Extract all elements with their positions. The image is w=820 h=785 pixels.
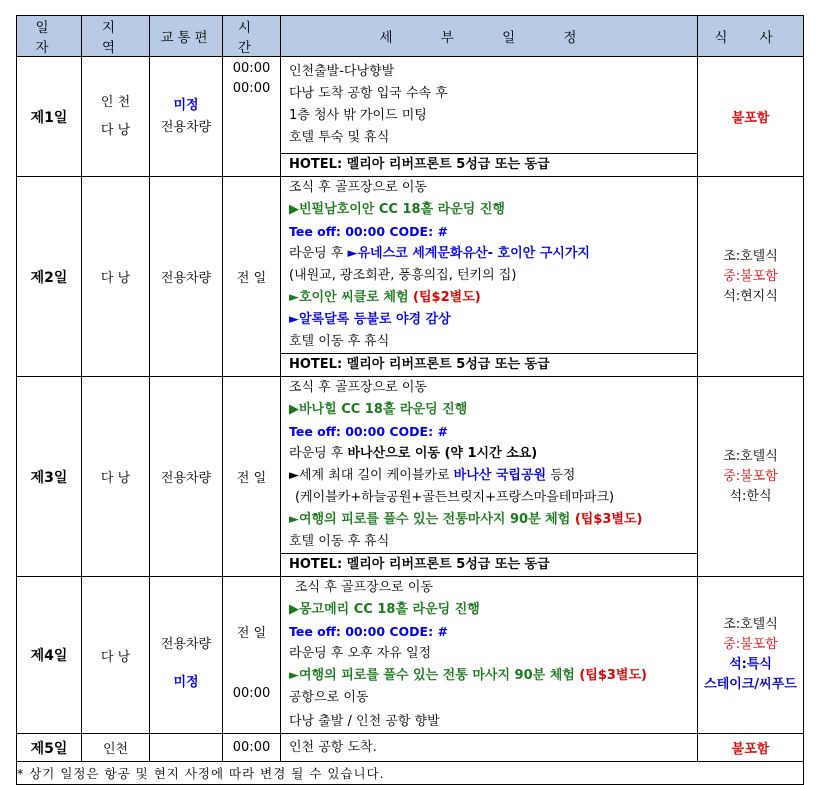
tee-off-line: Tee off: 00:00 CODE: # (289, 624, 448, 639)
header-time: 시 간 (223, 16, 281, 57)
transport-vehicle: 전용차량 (160, 637, 212, 652)
time-cell: 00:00 (223, 734, 281, 762)
schedule-line: 공항으로 이동 (289, 690, 369, 705)
schedule-line (281, 465, 697, 487)
day2-row (17, 177, 804, 377)
golf-round-line: ▶빈펄남호이안 CC 18홀 라운딩 진행 (289, 202, 505, 217)
schedule-line (281, 243, 697, 265)
region-cell (82, 57, 150, 177)
schedule-line (281, 665, 697, 687)
line-prefix: ►세계 최대 길이 케이블카로 (289, 468, 454, 483)
region-cell: 다 낭 (82, 177, 150, 377)
schedule-cell (281, 57, 698, 177)
meal-cell (698, 177, 804, 377)
transport-cell (150, 577, 223, 734)
departure-time: 00:00 (232, 61, 271, 76)
transport-tbd: 미정 (173, 97, 199, 113)
schedule-line: 인천출발-다낭향발 (289, 64, 395, 79)
tip-note: (팁$2별도) (413, 290, 481, 305)
schedule-line: 조식 후 골프장으로 이동 (289, 380, 427, 395)
schedule-line (281, 287, 697, 309)
meal-dinner: 석:특식 (729, 657, 772, 672)
transport-cell: 전용차량 (150, 377, 223, 577)
schedule-cell (281, 577, 698, 734)
golf-round-line: ▶바나힐 CC 18홀 라운딩 진행 (289, 402, 468, 417)
meal-lunch: 중:불포함 (723, 268, 778, 284)
schedule-line: 인천 공항 도착. (289, 739, 377, 755)
tee-off-line: Tee off: 00:00 CODE: # (289, 424, 448, 439)
region-origin: 인 천 (100, 94, 131, 110)
meal-cell (698, 577, 804, 734)
day-label: 제1일 (17, 57, 82, 177)
schedule-cell (281, 177, 698, 377)
schedule-line: 호텔 이동 후 휴식 (289, 534, 390, 549)
golf-round-line: ▶몽고메리 CC 18홀 라운딩 진행 (289, 602, 480, 617)
line-suffix: 등정 (546, 468, 576, 483)
unesco-site: ►유네스코 세계문화유산- 호이안 구시가지 (347, 246, 590, 261)
region-cell: 인천 (82, 734, 150, 762)
schedule-cell (281, 734, 698, 762)
header-transport: 교통편 (150, 16, 223, 57)
meal-breakfast: 조:호텔식 (723, 617, 778, 632)
time-all-day: 전 일 (236, 626, 267, 641)
schedule-line (281, 443, 697, 465)
day3-row (17, 377, 804, 577)
schedule-line: 호텔 이동 후 휴식 (289, 334, 390, 349)
region-cell: 다 낭 (82, 377, 150, 577)
day1-row (17, 57, 804, 177)
header-row (17, 16, 804, 57)
itinerary-table (16, 15, 804, 785)
header-meal: 식 사 (698, 16, 804, 57)
hotel-line: HOTEL: 멜리아 리버프론트 5성급 또는 동급 (281, 553, 697, 576)
schedule-line (281, 509, 697, 531)
schedule-line: (케이블카+하늘공원+골든브릿지+프랑스마을테마파크) (295, 490, 615, 505)
region-cell: 다 낭 (82, 577, 150, 734)
meal-cell: 불포함 (698, 734, 804, 762)
transport-cell: 전용차량 (150, 177, 223, 377)
day-label: 제5일 (17, 734, 82, 762)
arrival-time: 00:00 (232, 81, 271, 96)
day4-row (17, 577, 804, 734)
meal-dinner-detail: 스테이크/씨푸드 (704, 677, 797, 692)
departure-time: 00:00 (232, 686, 271, 701)
schedule-line: 다낭 도착 공항 입국 수속 후 (289, 86, 448, 101)
transport-vehicle: 전용차량 (160, 119, 212, 135)
header-day: 일 자 (17, 16, 82, 57)
time-cell (223, 57, 281, 177)
meal-dinner: 석:한식 (729, 488, 772, 504)
header-schedule: 세 부 일 정 (281, 16, 698, 57)
time-cell: 전 일 (223, 377, 281, 577)
footnote-row (17, 762, 804, 785)
tee-off-line: Tee off: 00:00 CODE: # (289, 224, 448, 239)
transport-cell (150, 734, 223, 762)
time-cell: 전 일 (223, 177, 281, 377)
meal-breakfast: 조:호텔식 (723, 248, 778, 264)
line-prefix: 라운딩 후 (289, 446, 348, 461)
header-region: 지 역 (82, 16, 150, 57)
tip-note: (팁$3별도) (574, 512, 643, 527)
day5-row (17, 734, 804, 762)
cyclo-activity: ►호이안 씨클로 체험 (289, 290, 414, 305)
schedule-line: 다낭 출발 / 인천 공항 향발 (289, 714, 440, 729)
schedule-line: 1층 청사 밖 가이드 미팅 (289, 108, 427, 123)
line-prefix: 라운딩 후 (289, 246, 348, 261)
lantern-activity: ►알록달록 등불로 야경 감상 (289, 312, 451, 327)
schedule-line: 호텔 투숙 및 휴식 (289, 130, 390, 145)
meal-lunch: 중:불포함 (723, 468, 778, 484)
transport-cell (150, 57, 223, 177)
schedule-cell (281, 377, 698, 577)
time-cell (223, 577, 281, 734)
schedule-line: (내원교, 광조회관, 풍흥의집, 턴키의 집) (289, 268, 517, 283)
meal-dinner: 석:현지식 (723, 288, 778, 304)
bana-transfer: 바나산으로 이동 (약 1시간 소요) (347, 446, 538, 461)
day-label: 제4일 (17, 577, 82, 734)
bana-park: 바나산 국립공원 (453, 468, 547, 483)
schedule-line: 조식 후 골프장으로 이동 (289, 180, 427, 195)
tip-note: (팁$3별도) (579, 668, 647, 683)
meal-cell: 불포함 (698, 57, 804, 177)
meal-breakfast: 조:호텔식 (723, 448, 778, 464)
massage-activity: ►여행의 피로를 풀수 있는 전통마사지 90분 체험 (289, 512, 575, 527)
massage-activity: ►여행의 피로를 풀수 있는 전통 마사지 90분 체험 (289, 668, 580, 683)
transport-tbd: 미정 (173, 675, 199, 690)
schedule-line: 조식 후 골프장으로 이동 (295, 580, 433, 595)
schedule-line: 라운딩 후 오후 자유 일정 (289, 646, 432, 661)
footnote: * 상기 일정은 항공 및 현지 사정에 따라 변경 될 수 있습니다. (17, 762, 804, 785)
day-label: 제3일 (17, 377, 82, 577)
hotel-line: HOTEL: 멜리아 리버프론트 5성급 또는 동급 (281, 353, 697, 376)
region-destination: 다 낭 (100, 122, 131, 138)
hotel-line: HOTEL: 멜리아 리버프론트 5성급 또는 동급 (281, 153, 697, 176)
day-label: 제2일 (17, 177, 82, 377)
meal-lunch: 중:불포함 (723, 637, 778, 652)
meal-cell (698, 377, 804, 577)
